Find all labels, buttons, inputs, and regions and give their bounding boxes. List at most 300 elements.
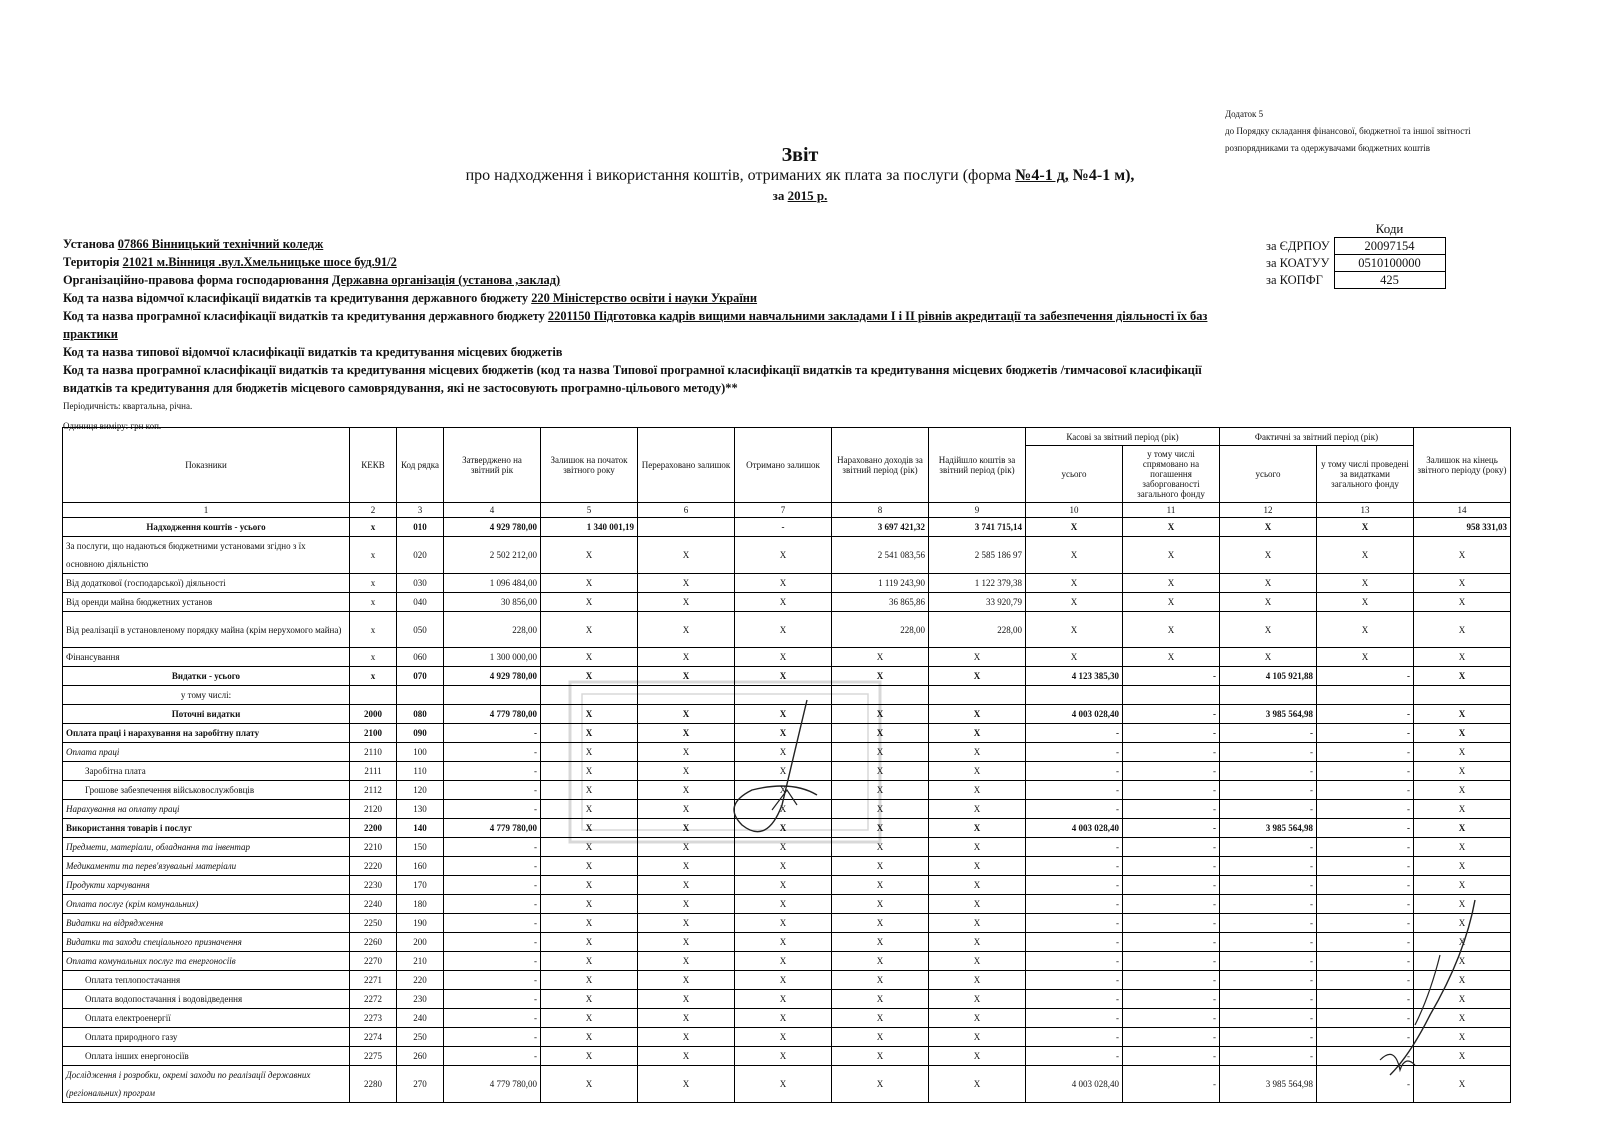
- cell-c8: 2 541 083,56: [832, 537, 929, 574]
- row-label: Грошове забезпечення військовослужбовців: [63, 781, 350, 800]
- cell-c13: X: [1317, 574, 1414, 593]
- table-row: [63, 1047, 1511, 1066]
- cell-c10: -: [1026, 952, 1123, 971]
- cell-c8: X: [832, 1009, 929, 1028]
- table-row: [63, 743, 1511, 762]
- cell-c9: 33 920,79: [929, 593, 1026, 612]
- cell-c6: X: [638, 933, 735, 952]
- appendix-line-2: до Порядку складання фінансової, бюджетної та іншої звітності: [1225, 126, 1471, 136]
- cell-c4: [444, 686, 541, 705]
- cell-c13: -: [1317, 857, 1414, 876]
- cell-c5: X: [541, 743, 638, 762]
- cell-c14: X: [1414, 1028, 1511, 1047]
- cell-c10: -: [1026, 971, 1123, 990]
- table-row: [63, 819, 1511, 838]
- cell-c12: -: [1220, 952, 1317, 971]
- cell-c9: X: [929, 990, 1026, 1009]
- cell-c8: 1 119 243,90: [832, 574, 929, 593]
- cell-code: 210: [397, 952, 444, 971]
- cell-c9: X: [929, 933, 1026, 952]
- cell-c12: -: [1220, 895, 1317, 914]
- row-label: Дослідження і розробки, окремі заходи по реалізації державних (регіональних) програм: [63, 1066, 350, 1103]
- cell-kekv: 2220: [350, 857, 397, 876]
- cell-c10: X: [1026, 593, 1123, 612]
- table-row: [63, 667, 1511, 686]
- cell-c7: X: [735, 1009, 832, 1028]
- cell-c10: -: [1026, 724, 1123, 743]
- cell-c11: -: [1123, 705, 1220, 724]
- cell-c12: -: [1220, 990, 1317, 1009]
- cell-c10: -: [1026, 857, 1123, 876]
- cell-c12: -: [1220, 762, 1317, 781]
- cell-code: 190: [397, 914, 444, 933]
- table-row: [63, 933, 1511, 952]
- cell-c14: X: [1414, 838, 1511, 857]
- cell-c12: -: [1220, 743, 1317, 762]
- program-class-line: [63, 307, 1223, 343]
- cell-c9: X: [929, 1009, 1026, 1028]
- territory-label: Територія: [63, 255, 123, 269]
- header-actual-total: усього: [1220, 446, 1317, 503]
- cell-c8: X: [832, 990, 929, 1009]
- column-number: 1: [63, 503, 350, 518]
- table-row: [63, 1066, 1511, 1103]
- report-table-body: [63, 518, 1511, 1103]
- cell-c6: X: [638, 819, 735, 838]
- cell-c13: -: [1317, 1028, 1414, 1047]
- cell-c8: X: [832, 724, 929, 743]
- org-form-line: [63, 271, 1223, 289]
- cell-c13: -: [1317, 705, 1414, 724]
- cell-c5: X: [541, 612, 638, 648]
- table-row: [63, 648, 1511, 667]
- cell-c12: -: [1220, 724, 1317, 743]
- row-label: Оплата природного газу: [63, 1028, 350, 1047]
- table-row: [63, 762, 1511, 781]
- row-label: Фінансування: [63, 648, 350, 667]
- cell-code: 090: [397, 724, 444, 743]
- cell-c10: -: [1026, 800, 1123, 819]
- cell-c11: -: [1123, 914, 1220, 933]
- cell-kekv: x: [350, 593, 397, 612]
- cell-c7: X: [735, 914, 832, 933]
- cell-c8: X: [832, 762, 929, 781]
- cell-c7: X: [735, 838, 832, 857]
- cell-c7: X: [735, 762, 832, 781]
- cell-kekv: 2260: [350, 933, 397, 952]
- cell-kekv: 2272: [350, 990, 397, 1009]
- row-label: Предмети, матеріали, обладнання та інвентар: [63, 838, 350, 857]
- column-number: 8: [832, 503, 929, 518]
- row-label: Надходження коштів - усього: [63, 518, 350, 537]
- cell-code: 060: [397, 648, 444, 667]
- cell-c4: -: [444, 838, 541, 857]
- cell-c6: X: [638, 667, 735, 686]
- code-label-kopfg: за КОПФГ: [1266, 272, 1323, 287]
- cell-code: 150: [397, 838, 444, 857]
- row-label: Нарахування на оплату праці: [63, 800, 350, 819]
- cell-c14: X: [1414, 537, 1511, 574]
- cell-c9: X: [929, 1047, 1026, 1066]
- cell-c7: X: [735, 952, 832, 971]
- cell-code: 040: [397, 593, 444, 612]
- cell-c12: X: [1220, 648, 1317, 667]
- cell-c9: 2 585 186 97: [929, 537, 1026, 574]
- cell-c5: X: [541, 705, 638, 724]
- institution-info: [63, 235, 1223, 435]
- row-label: Видатки та заходи спеціального призначення: [63, 933, 350, 952]
- cell-c5: X: [541, 838, 638, 857]
- cell-c4: 1 096 484,00: [444, 574, 541, 593]
- cell-c7: X: [735, 990, 832, 1009]
- cell-c8: X: [832, 781, 929, 800]
- codes-header: Коди: [1375, 221, 1404, 236]
- cell-c5: X: [541, 1047, 638, 1066]
- cell-c14: X: [1414, 574, 1511, 593]
- column-number: 14: [1414, 503, 1511, 518]
- institution-label: Установа: [63, 237, 118, 251]
- table-row: [63, 781, 1511, 800]
- cell-c11: -: [1123, 1047, 1220, 1066]
- cell-c10: -: [1026, 762, 1123, 781]
- cell-c4: -: [444, 1009, 541, 1028]
- cell-c7: X: [735, 819, 832, 838]
- cell-c4: -: [444, 743, 541, 762]
- territory-value: 21021 м.Вінниця .вул.Хмельницьке шосе буд.91/2: [122, 255, 397, 269]
- cell-c4: 4 779 780,00: [444, 819, 541, 838]
- cell-c4: 30 856,00: [444, 593, 541, 612]
- cell-c10: -: [1026, 1047, 1123, 1066]
- cell-c13: -: [1317, 914, 1414, 933]
- cell-c9: X: [929, 971, 1026, 990]
- table-row: [63, 518, 1511, 537]
- cell-kekv: x: [350, 648, 397, 667]
- cell-c6: X: [638, 1028, 735, 1047]
- institution-value: 07866 Вінницький технічний коледж: [117, 237, 324, 251]
- row-label: Видатки на відрядження: [63, 914, 350, 933]
- cell-c13: -: [1317, 933, 1414, 952]
- table-row: [63, 705, 1511, 724]
- cell-c7: X: [735, 724, 832, 743]
- cell-c13: -: [1317, 743, 1414, 762]
- cell-c9: X: [929, 762, 1026, 781]
- cell-c6: X: [638, 743, 735, 762]
- cell-c12: X: [1220, 518, 1317, 537]
- cell-code: 160: [397, 857, 444, 876]
- code-label-koatuu: за КОАТУУ: [1266, 255, 1330, 270]
- cell-c13: -: [1317, 762, 1414, 781]
- row-label: Видатки - усього: [63, 667, 350, 686]
- table-row: [63, 895, 1511, 914]
- cell-c5: X: [541, 990, 638, 1009]
- codes-block: [1262, 221, 1446, 289]
- cell-c10: -: [1026, 781, 1123, 800]
- cell-kekv: 2280: [350, 1066, 397, 1103]
- cell-c5: X: [541, 574, 638, 593]
- cell-c7: X: [735, 857, 832, 876]
- cell-c4: -: [444, 1028, 541, 1047]
- cell-code: 050: [397, 612, 444, 648]
- cell-code: 230: [397, 990, 444, 1009]
- cell-c11: -: [1123, 933, 1220, 952]
- cell-c13: -: [1317, 971, 1414, 990]
- cell-c4: -: [444, 1047, 541, 1066]
- org-form-label: Організаційно-правова форма господарювання: [63, 273, 332, 287]
- cell-c6: X: [638, 781, 735, 800]
- cell-c13: X: [1317, 593, 1414, 612]
- cell-c7: X: [735, 800, 832, 819]
- cell-c5: X: [541, 800, 638, 819]
- period-prefix: за: [772, 188, 788, 203]
- cell-kekv: x: [350, 518, 397, 537]
- cell-c6: X: [638, 895, 735, 914]
- cell-c12: X: [1220, 574, 1317, 593]
- cell-c4: 4 929 780,00: [444, 667, 541, 686]
- cell-kekv: 2112: [350, 781, 397, 800]
- cell-kekv: 2270: [350, 952, 397, 971]
- header-actual-general: у тому числі проведені за видатками загального фонду: [1317, 446, 1414, 503]
- cell-kekv: 2100: [350, 724, 397, 743]
- cell-c12: X: [1220, 612, 1317, 648]
- row-label: Оплата послуг (крім комунальних): [63, 895, 350, 914]
- code-value-edrpou: 20097154: [1334, 238, 1445, 255]
- cell-c14: X: [1414, 743, 1511, 762]
- cell-c11: -: [1123, 819, 1220, 838]
- cell-c6: X: [638, 612, 735, 648]
- cell-c4: -: [444, 876, 541, 895]
- row-label: За послуги, що надаються бюджетними установами згідно з їх основною діяльністю: [63, 537, 350, 574]
- cell-c6: X: [638, 724, 735, 743]
- cell-c6: X: [638, 857, 735, 876]
- cell-c13: -: [1317, 667, 1414, 686]
- cell-kekv: [350, 686, 397, 705]
- cell-c6: X: [638, 990, 735, 1009]
- cell-c11: X: [1123, 648, 1220, 667]
- subtitle-text: про надходження і використання коштів, отриманих як плата за послуги (форма: [465, 167, 1016, 184]
- cell-c4: 4 929 780,00: [444, 518, 541, 537]
- appendix-line-1: Додаток 5: [1225, 109, 1264, 119]
- table-row: [63, 876, 1511, 895]
- table-row: [63, 1028, 1511, 1047]
- cell-c4: -: [444, 952, 541, 971]
- cell-c13: [1317, 686, 1414, 705]
- cell-c12: -: [1220, 857, 1317, 876]
- cell-code: 010: [397, 518, 444, 537]
- cell-c5: X: [541, 1028, 638, 1047]
- column-number: 12: [1220, 503, 1317, 518]
- cell-c13: -: [1317, 1066, 1414, 1103]
- row-label: Продукти харчування: [63, 876, 350, 895]
- header-approved: Затверджено на звітний рік: [444, 428, 541, 503]
- column-number: 3: [397, 503, 444, 518]
- cell-c11: -: [1123, 895, 1220, 914]
- periodicity: Періодичність: квартальна, річна.: [63, 401, 193, 411]
- cell-c6: X: [638, 648, 735, 667]
- cell-c7: X: [735, 1066, 832, 1103]
- cell-code: 170: [397, 876, 444, 895]
- cell-c14: X: [1414, 819, 1511, 838]
- cell-c7: X: [735, 895, 832, 914]
- cell-c10: -: [1026, 914, 1123, 933]
- cell-c5: X: [541, 971, 638, 990]
- cell-c12: -: [1220, 876, 1317, 895]
- cell-c5: X: [541, 762, 638, 781]
- table-row: [63, 1009, 1511, 1028]
- row-label: Оплата інших енергоносіїв: [63, 1047, 350, 1066]
- cell-c14: X: [1414, 648, 1511, 667]
- cell-c11: -: [1123, 1028, 1220, 1047]
- cell-c7: X: [735, 971, 832, 990]
- dept-class-line: [63, 289, 1223, 307]
- cell-c11: X: [1123, 518, 1220, 537]
- cell-code: 200: [397, 933, 444, 952]
- cell-c4: -: [444, 724, 541, 743]
- cell-c8: X: [832, 1028, 929, 1047]
- cell-c10: 4 003 028,40: [1026, 819, 1123, 838]
- cell-c10: -: [1026, 933, 1123, 952]
- cell-kekv: 2275: [350, 1047, 397, 1066]
- row-label: Медикаменти та перев'язувальні матеріали: [63, 857, 350, 876]
- cell-c6: X: [638, 876, 735, 895]
- cell-c5: X: [541, 819, 638, 838]
- cell-c14: X: [1414, 990, 1511, 1009]
- cell-c10: -: [1026, 743, 1123, 762]
- cell-c4: 4 779 780,00: [444, 1066, 541, 1103]
- cell-c5: X: [541, 648, 638, 667]
- unit-of-measure: Одиниця виміру: грн коп.: [63, 421, 162, 431]
- table-row: [63, 990, 1511, 1009]
- cell-c10: X: [1026, 518, 1123, 537]
- cell-c9: X: [929, 781, 1026, 800]
- cell-c14: X: [1414, 1009, 1511, 1028]
- row-label: Від оренди майна бюджетних установ: [63, 593, 350, 612]
- cell-c12: 3 985 564,98: [1220, 705, 1317, 724]
- cell-c11: -: [1123, 857, 1220, 876]
- cell-c4: 228,00: [444, 612, 541, 648]
- cell-c11: -: [1123, 800, 1220, 819]
- cell-kekv: 2110: [350, 743, 397, 762]
- header-cash-total: усього: [1026, 446, 1123, 503]
- cell-c11: X: [1123, 537, 1220, 574]
- cell-c7: X: [735, 1028, 832, 1047]
- cell-c5: X: [541, 1066, 638, 1103]
- cell-c13: -: [1317, 781, 1414, 800]
- cell-code: 260: [397, 1047, 444, 1066]
- cell-c9: X: [929, 724, 1026, 743]
- column-number: 7: [735, 503, 832, 518]
- cell-code: 140: [397, 819, 444, 838]
- cell-c14: X: [1414, 857, 1511, 876]
- cell-c7: X: [735, 612, 832, 648]
- cell-c12: -: [1220, 800, 1317, 819]
- cell-c13: X: [1317, 648, 1414, 667]
- cell-c10: X: [1026, 537, 1123, 574]
- cell-c11: -: [1123, 781, 1220, 800]
- cell-c9: X: [929, 895, 1026, 914]
- cell-c7: X: [735, 705, 832, 724]
- cell-c8: 3 697 421,32: [832, 518, 929, 537]
- cell-code: 270: [397, 1066, 444, 1103]
- cell-c9: X: [929, 952, 1026, 971]
- cell-c5: X: [541, 781, 638, 800]
- cell-c12: -: [1220, 1047, 1317, 1066]
- cell-c9: X: [929, 800, 1026, 819]
- report-period: [0, 188, 1600, 204]
- cell-c9: X: [929, 1028, 1026, 1047]
- table-row: [63, 914, 1511, 933]
- cell-c6: X: [638, 838, 735, 857]
- cell-c6: X: [638, 705, 735, 724]
- cell-c10: -: [1026, 1028, 1123, 1047]
- cell-code: [397, 686, 444, 705]
- cell-c11: -: [1123, 876, 1220, 895]
- cell-kekv: 2274: [350, 1028, 397, 1047]
- cell-c13: X: [1317, 518, 1414, 537]
- column-number: 6: [638, 503, 735, 518]
- form-code-2: №4-1 м),: [1072, 167, 1135, 184]
- cell-c13: -: [1317, 1009, 1414, 1028]
- period-year: 2015 р.: [787, 188, 828, 203]
- cell-c7: X: [735, 648, 832, 667]
- cell-c12: -: [1220, 1009, 1317, 1028]
- cell-c5: X: [541, 857, 638, 876]
- dept-class-label: Код та назва відомчої класифікації видатків та кредитування державного бюджету: [63, 291, 532, 305]
- cell-c9: 228,00: [929, 612, 1026, 648]
- code-value-kopfg: 425: [1334, 272, 1445, 289]
- cell-c5: X: [541, 593, 638, 612]
- header-indicators: Показники: [63, 428, 350, 503]
- code-label-edrpou: за ЄДРПОУ: [1266, 238, 1330, 253]
- cell-c9: 1 122 379,38: [929, 574, 1026, 593]
- cell-c13: -: [1317, 724, 1414, 743]
- cell-c13: -: [1317, 838, 1414, 857]
- cell-c8: X: [832, 952, 929, 971]
- cell-c8: X: [832, 648, 929, 667]
- cell-c7: X: [735, 933, 832, 952]
- cell-c14: X: [1414, 971, 1511, 990]
- table-row: [63, 838, 1511, 857]
- cell-c10: -: [1026, 990, 1123, 1009]
- cell-c6: X: [638, 593, 735, 612]
- cell-c12: 3 985 564,98: [1220, 1066, 1317, 1103]
- cell-c5: X: [541, 933, 638, 952]
- table-row: [63, 537, 1511, 574]
- header-start-balance: Залишок на початок звітного року: [541, 428, 638, 503]
- cell-c10: X: [1026, 648, 1123, 667]
- cell-code: 120: [397, 781, 444, 800]
- cell-code: 130: [397, 800, 444, 819]
- program-class-label: Код та назва програмної класифікації видатків та кредитування державного бюджету: [63, 309, 548, 323]
- program-class-value: 2201150 Підготовка кадрів вищими навчальними закладами I і II рівнів акредитації та забезпечення діяльності їх баз практики: [63, 309, 1208, 341]
- cell-c14: [1414, 686, 1511, 705]
- form-code-1: №4-1 д,: [1015, 167, 1069, 184]
- cell-c10: -: [1026, 876, 1123, 895]
- cell-c7: X: [735, 537, 832, 574]
- cell-kekv: x: [350, 574, 397, 593]
- cell-code: 070: [397, 667, 444, 686]
- header-row-code: Код рядка: [397, 428, 444, 503]
- cell-c14: X: [1414, 933, 1511, 952]
- cell-c12: -: [1220, 1028, 1317, 1047]
- cell-c8: X: [832, 857, 929, 876]
- row-label: Оплата теплопостачання: [63, 971, 350, 990]
- cell-c6: [638, 518, 735, 537]
- row-label: у тому числі:: [63, 686, 350, 705]
- cell-c4: -: [444, 781, 541, 800]
- header-cash-group: Касові за звітний період (рік): [1026, 428, 1220, 446]
- column-number: 11: [1123, 503, 1220, 518]
- cell-c8: X: [832, 914, 929, 933]
